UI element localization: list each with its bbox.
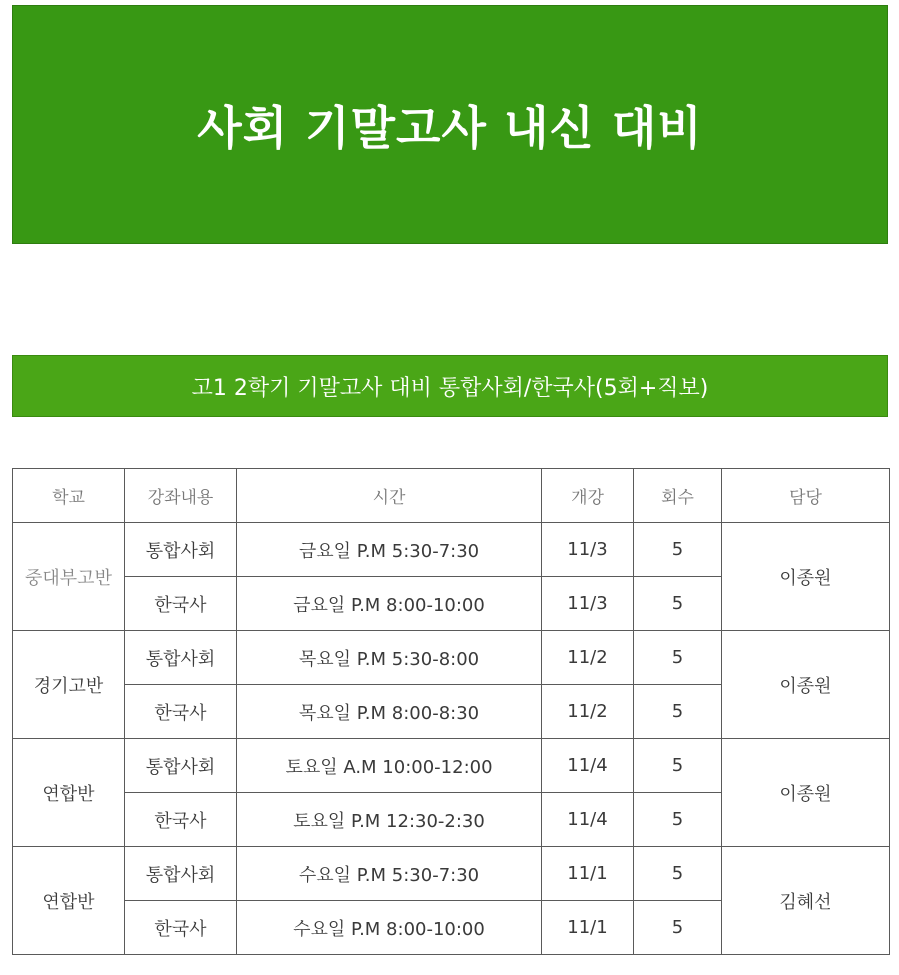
- time-cell: 금요일 P.M 8:00-10:00: [237, 577, 542, 631]
- count-cell: 5: [634, 685, 722, 739]
- course-title: 고1 2학기 기말고사 대비 통합사회/한국사(5회+직보): [191, 375, 709, 401]
- count-cell: 5: [634, 577, 722, 631]
- school-cell: 경기고반: [13, 631, 125, 739]
- start-cell: 11/4: [542, 793, 634, 847]
- time-cell: 목요일 P.M 8:00-8:30: [237, 685, 542, 739]
- header-time: 시간: [237, 469, 542, 523]
- header-start: 개강: [542, 469, 634, 523]
- course-cell: 한국사: [125, 901, 237, 955]
- course-banner: [12, 355, 888, 417]
- count-cell: 5: [634, 631, 722, 685]
- header-course: 강좌내용: [125, 469, 237, 523]
- school-cell: 연합반: [13, 847, 125, 955]
- teacher-cell: 이종원: [722, 739, 890, 847]
- course-cell: 통합사회: [125, 631, 237, 685]
- start-cell: 11/2: [542, 631, 634, 685]
- count-cell: 5: [634, 523, 722, 577]
- course-cell: 통합사회: [125, 523, 237, 577]
- start-cell: 11/3: [542, 577, 634, 631]
- table-row: [13, 739, 890, 793]
- header-school: 학교: [13, 469, 125, 523]
- school-cell: 중대부고반: [13, 523, 125, 631]
- school-cell: 연합반: [13, 739, 125, 847]
- start-cell: 11/1: [542, 847, 634, 901]
- time-cell: 수요일 P.M 5:30-7:30: [237, 847, 542, 901]
- teacher-cell: 이종원: [722, 523, 890, 631]
- time-cell: 수요일 P.M 8:00-10:00: [237, 901, 542, 955]
- count-cell: 5: [634, 847, 722, 901]
- start-cell: 11/2: [542, 685, 634, 739]
- start-cell: 11/3: [542, 523, 634, 577]
- table-header-row: [13, 469, 890, 523]
- hero-banner: [12, 5, 888, 244]
- count-cell: 5: [634, 793, 722, 847]
- time-cell: 토요일 P.M 12:30-2:30: [237, 793, 542, 847]
- course-cell: 한국사: [125, 685, 237, 739]
- count-cell: 5: [634, 901, 722, 955]
- teacher-cell: 김혜선: [722, 847, 890, 955]
- table-row: [13, 631, 890, 685]
- header-teacher: 담당: [722, 469, 890, 523]
- course-cell: 한국사: [125, 793, 237, 847]
- teacher-cell: 이종원: [722, 631, 890, 739]
- header-count: 회수: [634, 469, 722, 523]
- count-cell: 5: [634, 739, 722, 793]
- schedule-table: [12, 468, 890, 955]
- table-row: [13, 523, 890, 577]
- course-cell: 통합사회: [125, 847, 237, 901]
- time-cell: 목요일 P.M 5:30-8:00: [237, 631, 542, 685]
- table-row: [13, 847, 890, 901]
- time-cell: 금요일 P.M 5:30-7:30: [237, 523, 542, 577]
- start-cell: 11/4: [542, 739, 634, 793]
- page-title: 사회 기말고사 내신 대비: [197, 100, 703, 155]
- course-cell: 통합사회: [125, 739, 237, 793]
- time-cell: 토요일 A.M 10:00-12:00: [237, 739, 542, 793]
- course-cell: 한국사: [125, 577, 237, 631]
- start-cell: 11/1: [542, 901, 634, 955]
